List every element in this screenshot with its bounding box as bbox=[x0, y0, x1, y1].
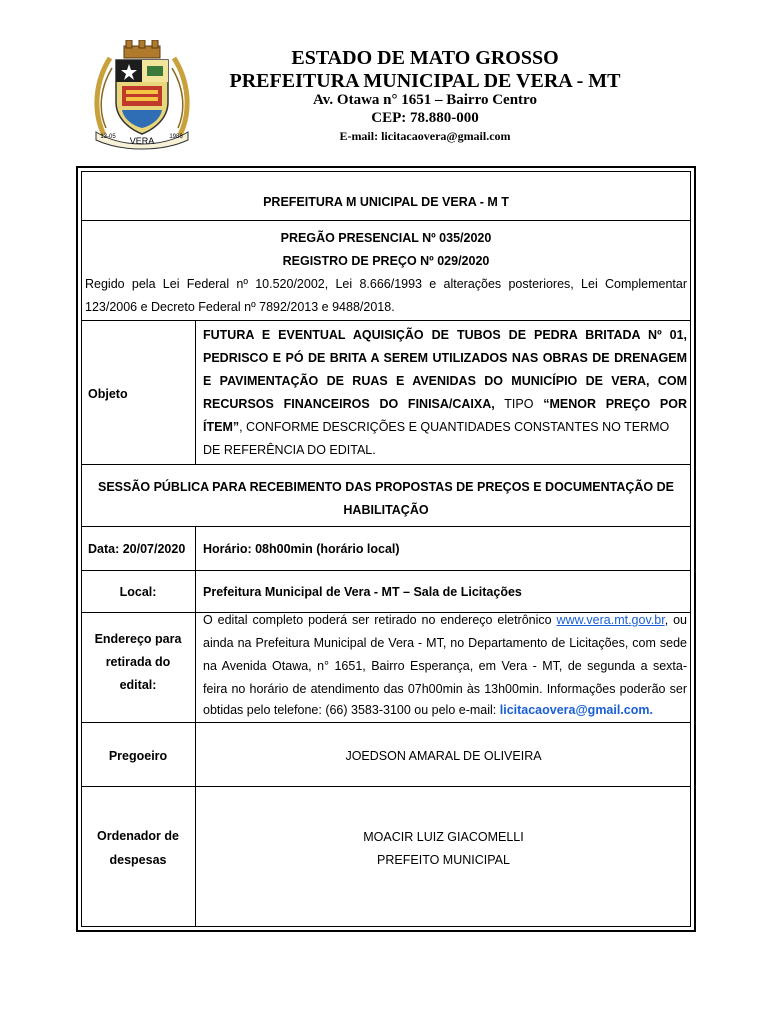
endereco-line5 bbox=[203, 699, 653, 722]
endereco-line4: feira no horário de atendimento das 07h00min às 13h00min. Informações poderão ser bbox=[203, 682, 687, 696]
regido-text-line1: Regido pela Lei Federal nº 10.520/2002, Lei 8.666/1993 e alterações posteriores, Lei Complementar bbox=[85, 277, 687, 291]
header-prefecture: PREFEITURA MUNICIPAL DE VERA - MT bbox=[229, 70, 621, 92]
objeto-line6: DE REFERÊNCIA DO EDITAL. bbox=[203, 443, 376, 457]
ordenador-label-line2: despesas bbox=[109, 853, 167, 867]
divider bbox=[81, 722, 691, 723]
divider bbox=[81, 786, 691, 787]
divider bbox=[81, 526, 691, 527]
contact-email-link[interactable]: licitacaovera@gmail.com. bbox=[499, 703, 653, 717]
pregao-number: PREGÃO PRESENCIAL Nº 035/2020 bbox=[280, 231, 492, 245]
objeto-line3: E PAVIMENTAÇÃO DE RUAS E AVENIDAS DO MUNICÍPIO DE VERA, COM bbox=[203, 374, 687, 388]
objeto-line5-bold: ÍTEM” bbox=[203, 420, 240, 434]
sessao-title-line2: HABILITAÇÃO bbox=[343, 503, 429, 517]
divider bbox=[81, 220, 691, 221]
header-email: E-mail: licitacaovera@gmail.com bbox=[339, 129, 511, 143]
endereco-line5-pre: obtidas pelo telefone: (66) 3583-3100 ou pelo e-mail: bbox=[203, 703, 497, 717]
sessao-title-line1: SESSÃO PÚBLICA PARA RECEBIMENTO DAS PROPOSTAS DE PREÇOS E DOCUMENTAÇÃO DE bbox=[98, 480, 674, 494]
objeto-line5 bbox=[203, 416, 687, 439]
objeto-label: Objeto bbox=[88, 387, 128, 401]
header-address: Av. Otawa n° 1651 – Bairro Centro bbox=[313, 92, 537, 108]
objeto-line4 bbox=[203, 393, 687, 416]
objeto-line4-bold: RECURSOS FINANCEIROS DO FINISA/CAIXA, bbox=[203, 397, 495, 411]
column-divider bbox=[195, 320, 196, 464]
municipal-crest-logo bbox=[92, 40, 192, 152]
header-cep: CEP: 78.880-000 bbox=[371, 110, 479, 126]
pregoeiro-name: JOEDSON AMARAL DE OLIVEIRA bbox=[345, 749, 542, 763]
session-date: Data: 20/07/2020 bbox=[88, 542, 186, 556]
divider bbox=[81, 464, 691, 465]
session-time: Horário: 08h00min (horário local) bbox=[203, 542, 400, 556]
objeto-line5-normal: , CONFORME DESCRIÇÕES E QUANTIDADES CONSTANTES NO TERMO bbox=[239, 420, 670, 434]
svg-text:13-05: 13-05 bbox=[100, 134, 116, 140]
endereco-line1-pre: O edital completo poderá ser retirado no endereço eletrônico bbox=[203, 613, 552, 627]
endereco-label-line3: edital: bbox=[119, 678, 157, 692]
divider bbox=[81, 570, 691, 571]
endereco-label-line1: Endereço para bbox=[94, 632, 182, 646]
objeto-line2: PEDRISCO E PÓ DE BRITA A SEREM UTILIZADOS NAS OBRAS DE DRENAGEM bbox=[203, 351, 687, 365]
objeto-line4-normal: TIPO bbox=[504, 397, 534, 411]
svg-text:1986: 1986 bbox=[169, 134, 183, 140]
endereco-line1 bbox=[203, 609, 687, 632]
divider bbox=[81, 320, 691, 321]
endereco-line2: ainda na Prefeitura Municipal de Vera - MT, no Departamento de Licitações, com sede bbox=[203, 636, 687, 650]
registro-number: REGISTRO DE PREÇO Nº 029/2020 bbox=[282, 254, 490, 268]
header-state: ESTADO DE MATO GROSSO bbox=[291, 47, 559, 69]
endereco-label-line2: retirada do bbox=[105, 655, 171, 669]
endereco-line3: na Avenida Otawa, n° 1651, Bairro Esperança, em Vera - MT, de segunda a sexta- bbox=[203, 659, 687, 673]
objeto-line4-end: “MENOR PREÇO POR bbox=[543, 397, 688, 411]
svg-text:VERA: VERA bbox=[129, 136, 155, 146]
ordenador-name: MOACIR LUIZ GIACOMELLI bbox=[363, 830, 524, 844]
local-value: Prefeitura Municipal de Vera - MT – Sala de Licitações bbox=[203, 585, 522, 599]
pregoeiro-label: Pregoeiro bbox=[108, 749, 168, 763]
local-label: Local: bbox=[119, 585, 157, 599]
objeto-line1: FUTURA E EVENTUAL AQUISIÇÃO DE TUBOS DE PEDRA BRITADA Nº 01, bbox=[203, 328, 687, 342]
ordenador-label-line1: Ordenador de bbox=[97, 829, 179, 843]
ordenador-title: PREFEITO MUNICIPAL bbox=[377, 853, 510, 867]
edital-website-link[interactable]: www.vera.mt.gov.br bbox=[556, 613, 665, 627]
org-title: PREFEITURA M UNICIPAL DE VERA - M T bbox=[263, 195, 509, 209]
endereco-line1-post: , ou bbox=[664, 613, 687, 627]
regido-text-line2: 123/2006 e Decreto Federal nº 7892/2013 e 9488/2018. bbox=[85, 300, 395, 314]
